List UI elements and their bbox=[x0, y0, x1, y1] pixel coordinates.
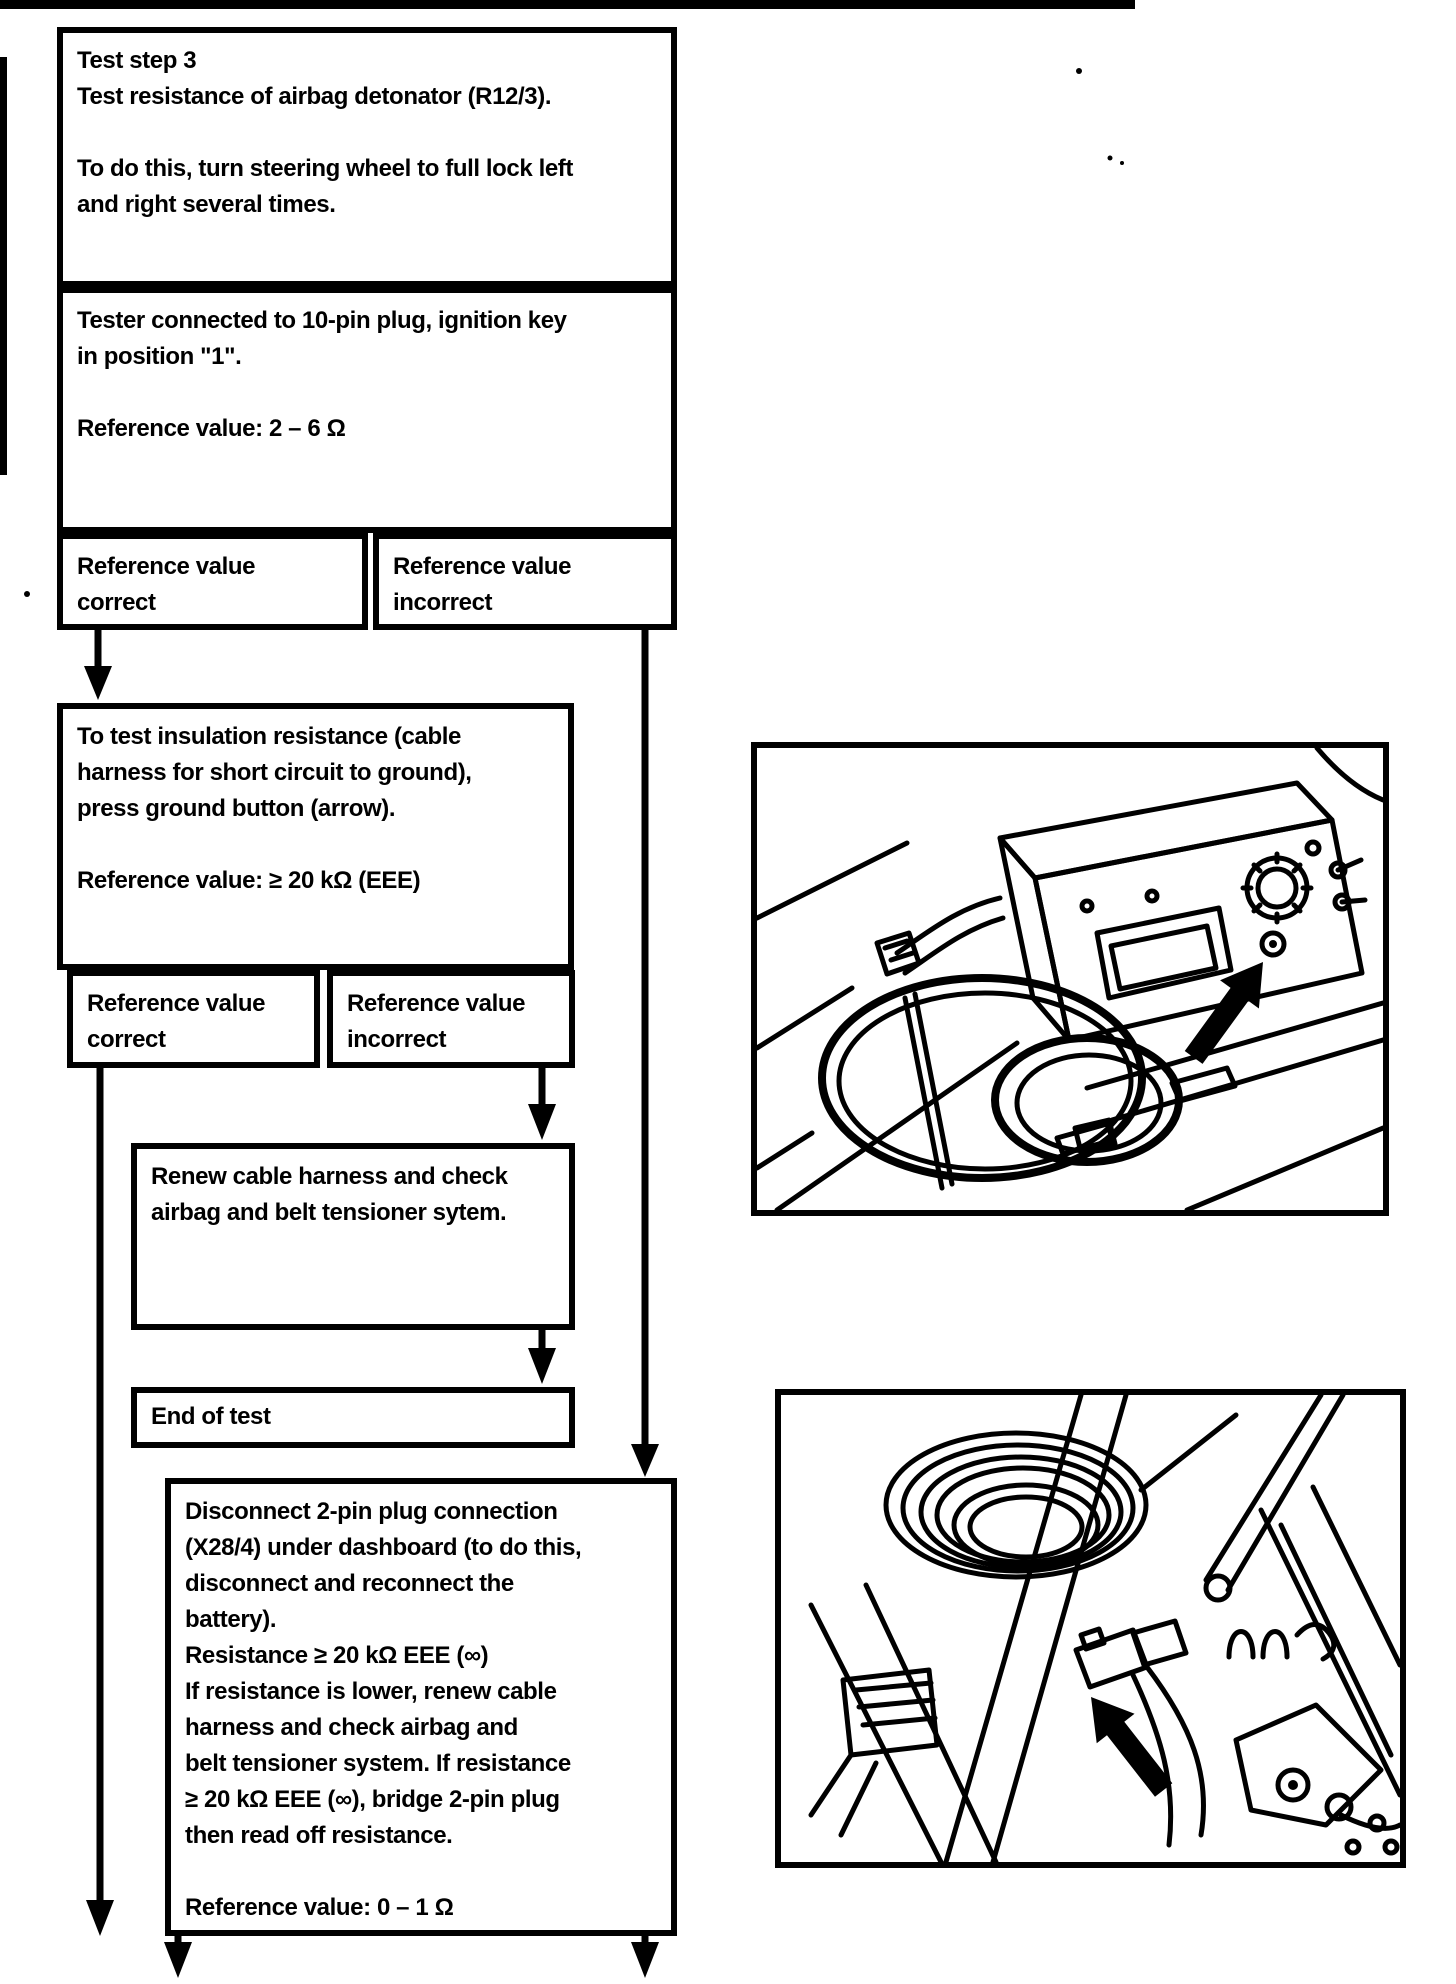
scan-artifact-left-bar bbox=[0, 57, 7, 475]
flow-arrow-to-end bbox=[528, 1328, 556, 1384]
underdash-illustration-drawing bbox=[781, 1395, 1400, 1862]
scan-speck bbox=[24, 591, 30, 597]
renew-harness-box: Renew cable harness and check airbag and belt tensioner sytem. bbox=[131, 1143, 575, 1330]
flow-arrow-continue-left bbox=[164, 1932, 192, 1978]
decision1-correct-box: Reference value correct bbox=[57, 533, 368, 630]
flow-arrow-continue-right bbox=[631, 1932, 659, 1978]
insulation-test-box: To test insulation resistance (cable harness for short circuit to ground), press ground button (arrow). Reference value: ≥ 20 kΩ (EEE) bbox=[57, 703, 574, 970]
scan-speck bbox=[1120, 161, 1124, 165]
flow-arrow-incorrect1 bbox=[631, 628, 659, 1477]
scan-speck bbox=[1076, 68, 1082, 74]
scan-artifact-top-bar bbox=[0, 0, 1135, 9]
tester-connection-box: Tester connected to 10-pin plug, ignition key in position "1". Reference value: 2 – 6 Ω bbox=[57, 287, 677, 533]
test-step-box: Test step 3 Test resistance of airbag detonator (R12/3). To do this, turn steering wheel to full lock left and right several times. bbox=[57, 27, 677, 287]
disconnect-plug-box: Disconnect 2-pin plug connection (X28/4) under dashboard (to do this, disconnect and reconnect the battery). Resistance ≥ 20 kΩ EEE (∞) If resistance is lower, renew cable harness and check airbag and belt tensioner system. If resistance ≥ 20 kΩ EEE (∞), bridge 2-pin plug then read off resistance. Reference value: 0 – 1 Ω bbox=[165, 1478, 677, 1936]
flow-arrow-correct1 bbox=[84, 628, 112, 700]
box-title: Test step 3 bbox=[77, 47, 197, 74]
end-of-test-box: End of test bbox=[131, 1387, 575, 1448]
decision2-correct-box: Reference value correct bbox=[67, 970, 320, 1068]
tester-illustration-drawing bbox=[757, 748, 1383, 1210]
tester-illustration bbox=[751, 742, 1389, 1216]
underdash-illustration bbox=[775, 1389, 1406, 1868]
pointer-arrow bbox=[1072, 1682, 1182, 1805]
decision2-incorrect-box: Reference value incorrect bbox=[327, 970, 575, 1068]
decision1-incorrect-box: Reference value incorrect bbox=[373, 533, 677, 630]
flow-arrow-correct2 bbox=[86, 1066, 114, 1936]
scan-speck bbox=[1108, 156, 1113, 161]
flow-arrow-incorrect2 bbox=[528, 1066, 556, 1140]
